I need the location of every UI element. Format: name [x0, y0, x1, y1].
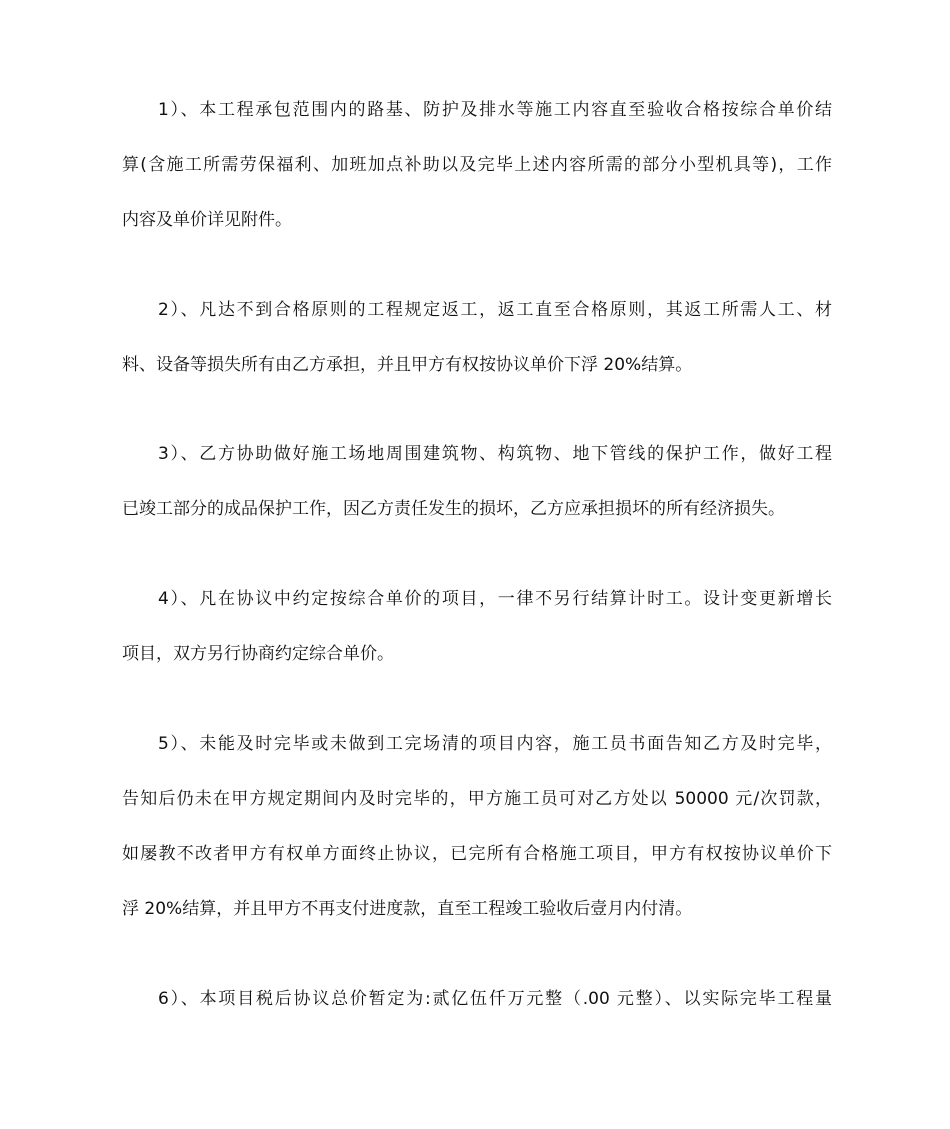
paragraph-1-line-3: 内容及单价详见附件。	[122, 210, 292, 230]
paragraph-5-line-3: 如屡教不改者甲方有权单方面终止协议，已完所有合格施工项目，甲方有权按协议单价下	[122, 844, 832, 864]
paragraph-5-line-1: 5）、未能及时完毕或未做到工完场清的项目内容，施工员书面告知乙方及时完毕，	[158, 734, 832, 754]
paragraph-1-line-2: 算(含施工所需劳保福利、加班加点补助以及完毕上述内容所需的部分小型机具等)，工作	[122, 155, 832, 175]
paragraph-6-line-1: 6）、本项目税后协议总价暂定为:贰亿伍仟万元整（.00 元整）、以实际完毕工程量	[158, 989, 832, 1009]
paragraph-5-line-2: 告知后仍未在甲方规定期间内及时完毕的，甲方施工员可对乙方处以 50000 元/次罚款，	[122, 789, 832, 809]
paragraph-5-line-4: 浮 20%结算，并且甲方不再支付进度款，直至工程竣工验收后壹月内付清。	[122, 899, 693, 919]
paragraph-4-line-1: 4）、凡在协议中约定按综合单价的项目，一律不另行结算计时工。设计变更新增长	[158, 589, 832, 609]
paragraph-4-line-2: 项目，双方另行协商约定综合单价。	[122, 644, 394, 664]
paragraph-1-line-1: 1）、本工程承包范围内的路基、防护及排水等施工内容直至验收合格按综合单价结	[158, 100, 832, 120]
paragraph-2-line-1: 2）、凡达不到合格原则的工程规定返工，返工直至合格原则，其返工所需人工、材	[158, 300, 832, 320]
paragraph-3-line-1: 3）、乙方协助做好施工场地周围建筑物、构筑物、地下管线的保护工作，做好工程	[158, 444, 832, 464]
paragraph-2-line-2: 料、设备等损失所有由乙方承担，并且甲方有权按协议单价下浮 20%结算。	[122, 355, 693, 375]
paragraph-3-line-2: 已竣工部分的成品保护工作，因乙方责任发生的损坏，乙方应承担损坏的所有经济损失。	[122, 499, 785, 519]
